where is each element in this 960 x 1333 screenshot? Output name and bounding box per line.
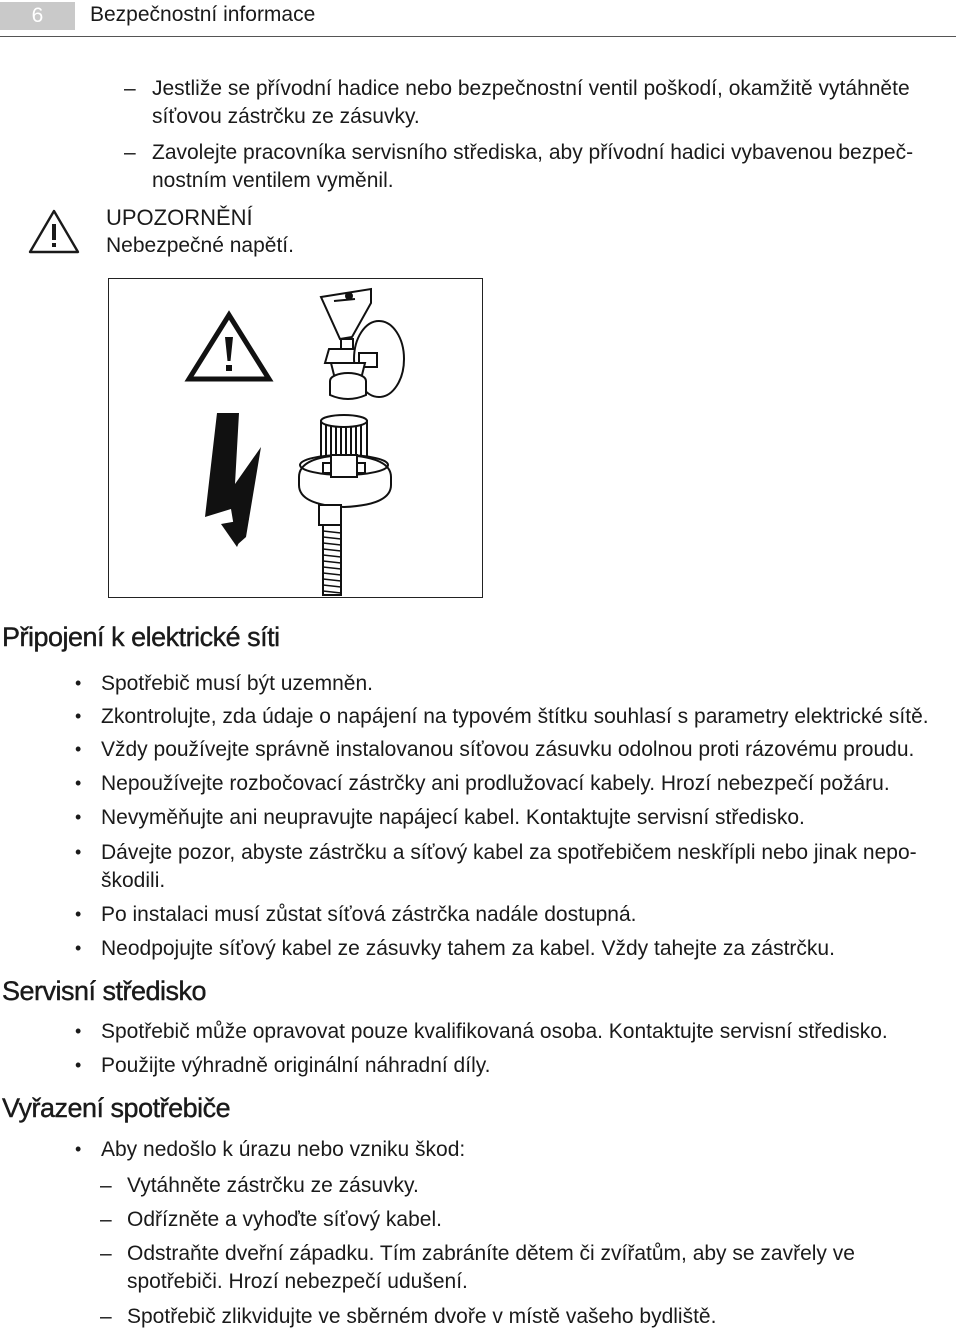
disposal-intro: Aby nedošlo k úrazu nebo vzniku škod: — [101, 1138, 466, 1161]
bullet-marker: • — [75, 1021, 82, 1041]
dash-marker: – — [124, 77, 136, 100]
disposal-step: Vytáhněte zástrčku ze zásuvky. — [127, 1174, 419, 1197]
bullet-marker: • — [75, 1055, 82, 1075]
section-title: Bezpečnostní informace — [90, 3, 316, 26]
electrical-item: Nepoužívejte rozbočovací zástrčky ani prodlužovací kabely. Hrozí nebezpečí požáru. — [101, 772, 890, 795]
service-heading: Servisní středisko — [2, 976, 207, 1006]
bullet-marker: • — [75, 739, 82, 759]
water-tap-icon — [321, 289, 404, 399]
dash-marker: – — [100, 1208, 112, 1231]
electrical-item: Zkontrolujte, zda údaje o napájení na typovém štítku souhlasí s parametry elektrické sítě. — [101, 705, 929, 728]
intro-item-1-line-2: síťovou zástrčku ze zásuvky. — [152, 105, 420, 128]
service-item: Spotřebič může opravovat pouze kvalifikovaná osoba. Kontaktujte servisní středisko. — [101, 1020, 888, 1043]
warning-title: UPOZORNĚNÍ — [106, 205, 253, 230]
electrical-item: Po instalaci musí zůstat síťová zástrčka nadále dostupná. — [101, 903, 637, 926]
dash-marker: – — [100, 1174, 112, 1197]
disposal-step-continued: spotřebiči. Hrozí nebezpečí udušení. — [127, 1270, 468, 1293]
warning-triangle-icon — [189, 315, 269, 379]
disposal-step: Odřízněte a vyhoďte síťový kabel. — [127, 1208, 442, 1231]
bullet-marker: • — [75, 807, 82, 827]
high-voltage-icon — [205, 413, 261, 547]
bullet-marker: • — [75, 706, 82, 726]
dash-marker: – — [124, 141, 136, 164]
intro-item-2-line-1: Zavolejte pracovníka servisního střediska, aby přívodní hadici vybavenou bezpeč- — [152, 141, 914, 164]
bullet-marker: • — [75, 938, 82, 958]
electrical-item: Nevyměňujte ani neupravujte napájecí kabel. Kontaktujte servisní středisko. — [101, 806, 805, 829]
warning-triangle-icon — [28, 208, 80, 254]
bullet-marker: • — [75, 842, 82, 862]
disposal-step: Spotřebič zlikvidujte ve sběrném dvoře v místě vašeho bydliště. — [127, 1305, 717, 1328]
bullet-marker: • — [75, 673, 82, 693]
bullet-marker: • — [75, 1139, 82, 1159]
disposal-step: Odstraňte dveřní západku. Tím zabráníte dětem či zvířatům, aby se zavřely ve — [127, 1242, 855, 1265]
electrical-item: Vždy používejte správně instalovanou síťovou zásuvku odolnou proti rázovému proudu. — [101, 738, 915, 761]
electrical-heading: Připojení k elektrické síti — [2, 622, 280, 652]
hazard-illustration — [108, 278, 483, 598]
electrical-item: Neodpojujte síťový kabel ze zásuvky tahem za kabel. Vždy tahejte za zástrčku. — [101, 937, 835, 960]
intro-item-2-line-2: nostním ventilem vyměnil. — [152, 169, 394, 192]
safety-valve-icon — [299, 415, 391, 595]
intro-item-1-line-1: Jestliže se přívodní hadice nebo bezpečnostní ventil poškodí, okamžitě vytáhněte — [152, 77, 910, 100]
service-item: Použijte výhradně originální náhradní díly. — [101, 1054, 491, 1077]
disposal-heading: Vyřazení spotřebiče — [2, 1093, 231, 1123]
page-header — [0, 0, 960, 36]
bullet-marker: • — [75, 904, 82, 924]
dash-marker: – — [100, 1242, 112, 1265]
header-divider — [0, 36, 956, 37]
warning-text: Nebezpečné napětí. — [106, 234, 294, 257]
page-number: 6 — [0, 2, 75, 30]
dash-marker: – — [100, 1305, 112, 1328]
electrical-item: Dávejte pozor, abyste zástrčku a síťový kabel za spotřebičem neskřípli nebo jinak nepo- — [101, 841, 917, 864]
electrical-item: Spotřebič musí být uzemněn. — [101, 672, 373, 695]
electrical-item-continued: škodili. — [101, 869, 166, 892]
bullet-marker: • — [75, 773, 82, 793]
